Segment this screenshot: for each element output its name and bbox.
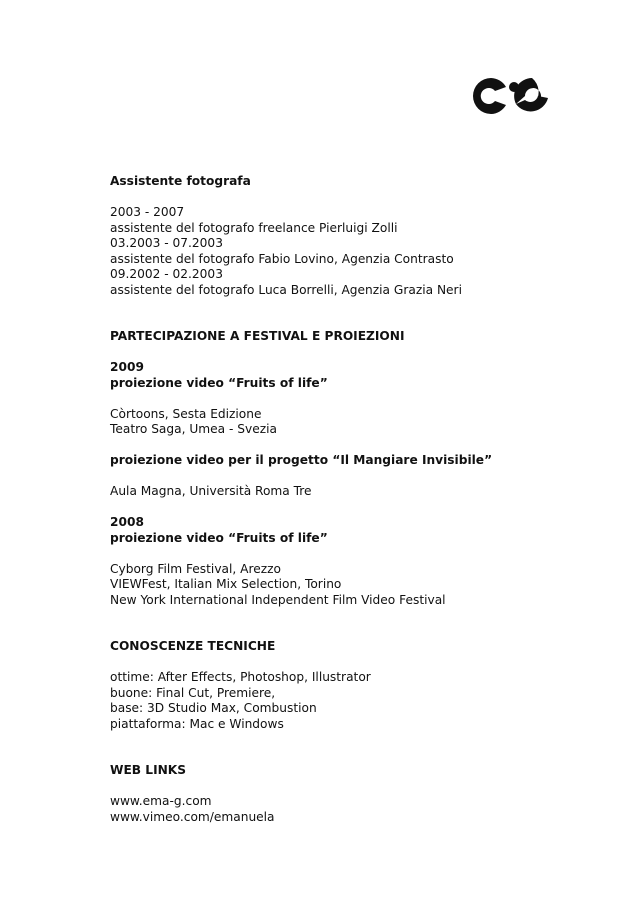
section-heading-festivals: PARTECIPAZIONE A FESTIVAL E PROIEZIONI — [110, 329, 405, 343]
text-line: assistente del fotografo Luca Borrelli, Agenzia Grazia Neri — [110, 282, 462, 297]
text-line: assistente del fotografo freelance Pierluigi Zolli — [110, 220, 398, 235]
ema-g-logo-icon — [472, 76, 550, 116]
text-line: 09.2002 - 02.2003 — [110, 267, 223, 281]
text-line: New York International Independent Film Video Festival — [110, 592, 446, 607]
text-line: piattaforma: Mac e Windows — [110, 716, 284, 731]
year-heading: 2009 — [110, 360, 144, 374]
text-line: assistente del fotografo Fabio Lovino, Agenzia Contrasto — [110, 251, 454, 266]
project-title: proiezione video “Fruits of life” — [110, 530, 328, 545]
section-heading-skills: CONOSCENZE TECNICHE — [110, 639, 276, 653]
text-line: 03.2003 - 07.2003 — [110, 236, 223, 250]
web-link[interactable]: www.vimeo.com/emanuela — [110, 809, 275, 824]
section-heading-assistant: Assistente fotografa — [110, 174, 251, 188]
text-line: base: 3D Studio Max, Combustion — [110, 701, 317, 715]
project-title: proiezione video “Fruits of life” — [110, 375, 328, 390]
text-line: Aula Magna, Università Roma Tre — [110, 484, 312, 498]
year-heading: 2008 — [110, 515, 144, 529]
text-line: ottime: After Effects, Photoshop, Illustrator — [110, 670, 371, 684]
text-line: Teatro Saga, Umea - Svezia — [110, 422, 277, 436]
cv-content — [110, 174, 590, 825]
text-line: VIEWFest, Italian Mix Selection, Torino — [110, 577, 342, 591]
text-line: Còrtoons, Sesta Edizione — [110, 406, 262, 421]
text-line: 2003 - 2007 — [110, 205, 185, 219]
web-link[interactable]: www.ema-g.com — [110, 794, 212, 808]
project-title: proiezione video per il progetto “Il Mangiare Invisibile” — [110, 453, 493, 467]
text-line: Cyborg Film Festival, Arezzo — [110, 561, 281, 576]
section-heading-links: WEB LINKS — [110, 763, 187, 777]
text-line: buone: Final Cut, Premiere, — [110, 685, 276, 700]
